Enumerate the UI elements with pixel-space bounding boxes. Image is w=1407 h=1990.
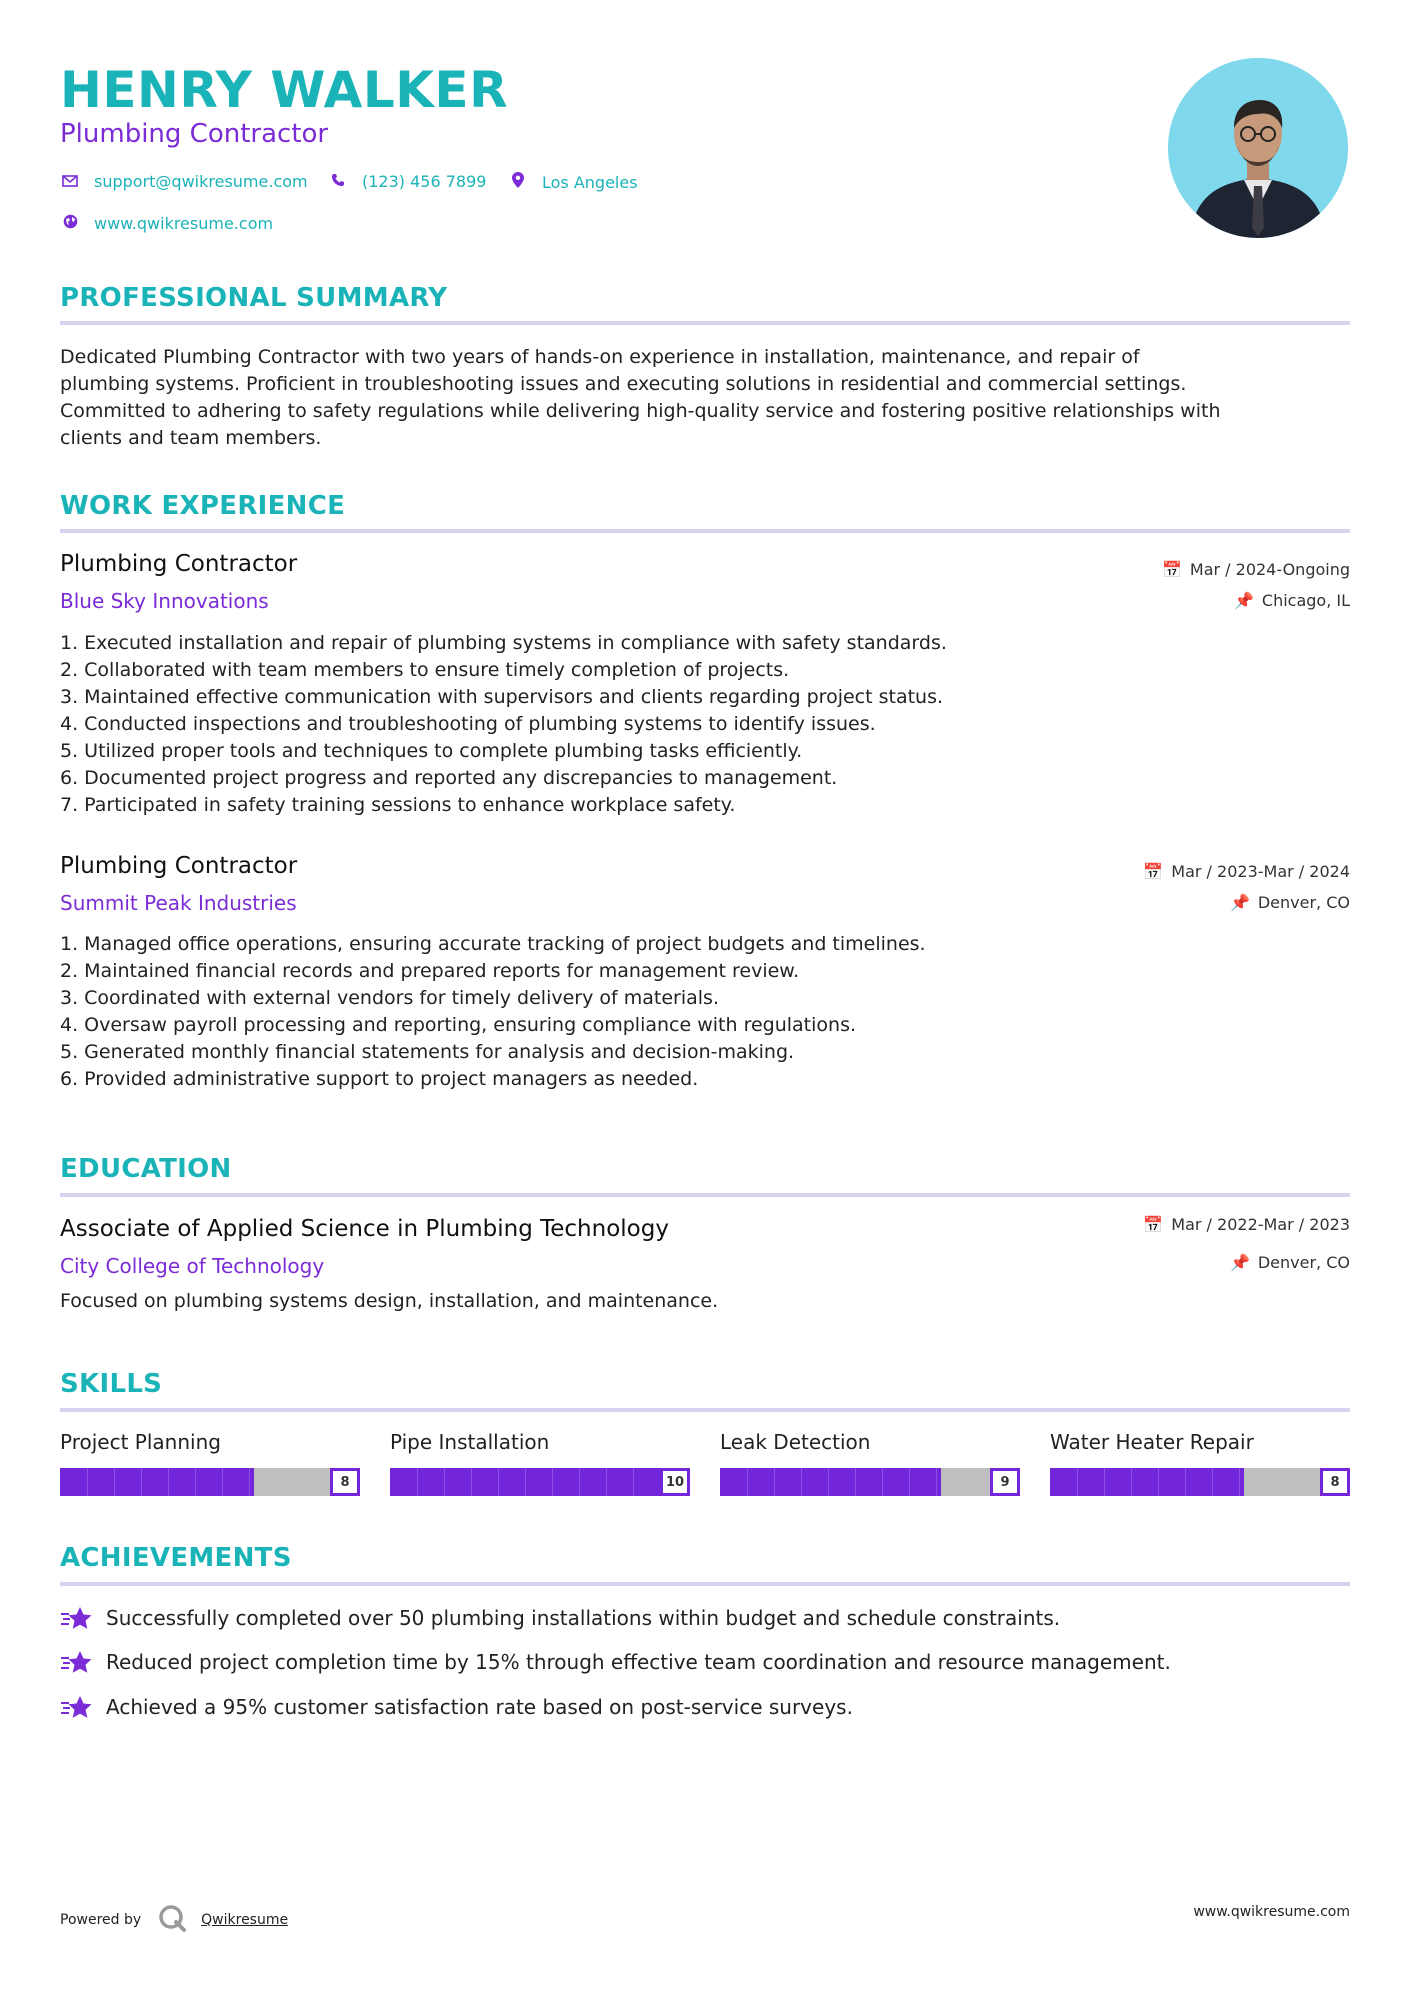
- experience-divider: [60, 529, 1350, 533]
- summary-line: clients and team members.: [60, 427, 322, 449]
- skill-item: [60, 1428, 360, 1496]
- website-text: www.qwikresume.com: [94, 214, 274, 233]
- skill-item: [720, 1428, 1020, 1496]
- list-item: 3. Coordinated with external vendors for timely delivery of materials.: [60, 987, 719, 1009]
- job-dates-text: Mar / 2023-Mar / 2024: [1171, 862, 1350, 881]
- achievement-item: [60, 1693, 853, 1721]
- phone-text: (123) 456 7899: [362, 172, 487, 191]
- location-contact: [508, 172, 638, 192]
- phone-icon: [328, 173, 348, 191]
- summary-line: Committed to adhering to safety regulations while delivering high-quality service and fostering positive relationships with: [60, 400, 1221, 422]
- envelope-icon: [60, 173, 80, 191]
- skill-level-fill: [1050, 1468, 1244, 1496]
- job-dates: [1162, 559, 1350, 581]
- pushpin-icon: 📌: [1229, 1253, 1250, 1272]
- job-responsibilities: [60, 630, 1350, 819]
- candidate-title: Plumbing Contractor: [60, 119, 329, 149]
- skills-divider: [60, 1408, 1350, 1412]
- skill-name: Leak Detection: [720, 1430, 871, 1454]
- powered-by-text: Powered by: [60, 1912, 142, 1928]
- skills-heading: SKILLS: [60, 1369, 163, 1399]
- globe-icon: [60, 214, 80, 233]
- list-item: 5. Utilized proper tools and techniques to complete plumbing tasks efficiently.: [60, 740, 803, 762]
- achievement-item: [60, 1604, 1060, 1632]
- job-dates-text: Mar / 2024-Ongoing: [1189, 560, 1350, 579]
- location-text: Los Angeles: [542, 172, 638, 192]
- skill-name: Pipe Installation: [390, 1430, 550, 1454]
- phone-contact[interactable]: [328, 172, 486, 191]
- skill-level-bar: [390, 1468, 690, 1496]
- job-title: Plumbing Contractor: [60, 853, 298, 879]
- summary-heading: PROFESSIONAL SUMMARY: [60, 283, 448, 313]
- pushpin-icon: 📌: [1229, 893, 1250, 912]
- job-title: Plumbing Contractor: [60, 551, 298, 577]
- list-item: 2. Maintained financial records and prepared reports for management review.: [60, 960, 800, 982]
- achievement-text: Reduced project completion time by 15% through effective team coordination and resource management.: [106, 1650, 1171, 1674]
- star-icon: [60, 1694, 94, 1720]
- skill-level-fill: [390, 1468, 660, 1496]
- list-item: 7. Participated in safety training sessions to enhance workplace safety.: [60, 794, 736, 816]
- degree-title: Associate of Applied Science in Plumbing Technology: [60, 1216, 669, 1242]
- list-item: 6. Provided administrative support to project managers as needed.: [60, 1068, 699, 1090]
- education-description: Focused on plumbing systems design, installation, and maintenance.: [60, 1290, 719, 1312]
- achievement-text: Achieved a 95% customer satisfaction rate based on post-service surveys.: [106, 1695, 853, 1719]
- job-dates: [1143, 861, 1350, 883]
- email-text: support@qwikresume.com: [94, 172, 308, 191]
- skill-name: Water Heater Repair: [1050, 1430, 1254, 1454]
- achievement-item: [60, 1648, 1171, 1676]
- education-dates-text: Mar / 2022-Mar / 2023: [1171, 1215, 1350, 1234]
- footer-branding: [60, 1903, 288, 1937]
- list-item: 4. Conducted inspections and troubleshooting of plumbing systems to identify issues.: [60, 713, 876, 735]
- list-item: 2. Collaborated with team members to ensure timely completion of projects.: [60, 659, 790, 681]
- calendar-icon: 📅: [1143, 1215, 1164, 1234]
- education-location-text: Denver, CO: [1257, 1253, 1350, 1272]
- skill-level-fill: [60, 1468, 254, 1496]
- skill-level-value: 8: [1320, 1468, 1350, 1496]
- education-divider: [60, 1193, 1350, 1197]
- list-item: 6. Documented project progress and reported any discrepancies to management.: [60, 767, 838, 789]
- qwikresume-link[interactable]: Qwikresume: [201, 1912, 289, 1928]
- achievements-heading: ACHIEVEMENTS: [60, 1543, 292, 1573]
- list-item: 1. Managed office operations, ensuring accurate tracking of project budgets and timelines.: [60, 933, 926, 955]
- skill-level-fill: [720, 1468, 941, 1496]
- education-dates: [1143, 1214, 1350, 1236]
- skill-level-bar: [60, 1468, 360, 1496]
- job-location-text: Chicago, IL: [1261, 591, 1350, 610]
- job-company: Blue Sky Innovations: [60, 589, 269, 613]
- skill-level-bar: [720, 1468, 1020, 1496]
- achievement-text: Successfully completed over 50 plumbing installations within budget and schedule constraints.: [106, 1606, 1061, 1630]
- skill-item: [1050, 1428, 1350, 1496]
- skill-level-value: 10: [660, 1468, 690, 1496]
- list-item: 4. Oversaw payroll processing and reporting, ensuring compliance with regulations.: [60, 1014, 857, 1036]
- achievements-divider: [60, 1582, 1350, 1586]
- summary-line: plumbing systems. Proficient in troubleshooting issues and executing solutions in residential and commercial settings.: [60, 373, 1187, 395]
- website-contact[interactable]: [60, 214, 273, 233]
- skill-name: Project Planning: [60, 1430, 221, 1454]
- school-name: City College of Technology: [60, 1254, 325, 1278]
- resume-page: [60, 0, 1350, 1990]
- summary-text: [60, 344, 1350, 452]
- footer-website[interactable]: www.qwikresume.com: [1193, 1904, 1350, 1920]
- list-item: 5. Generated monthly financial statements for analysis and decision-making.: [60, 1041, 795, 1063]
- email-contact[interactable]: [60, 172, 308, 191]
- list-item: 1. Executed installation and repair of plumbing systems in compliance with safety standards.: [60, 632, 947, 654]
- qwikresume-logo-icon: [157, 1903, 187, 1937]
- job-company: Summit Peak Industries: [60, 891, 297, 915]
- star-icon: [60, 1649, 94, 1675]
- calendar-icon: 📅: [1143, 862, 1164, 881]
- summary-divider: [60, 321, 1350, 325]
- list-item: 3. Maintained effective communication with supervisors and clients regarding project status.: [60, 686, 944, 708]
- skill-level-value: 9: [990, 1468, 1020, 1496]
- profile-photo: [1168, 58, 1348, 238]
- education-location: [1230, 1252, 1350, 1274]
- job-location: [1230, 892, 1350, 914]
- job-location-text: Denver, CO: [1257, 893, 1350, 912]
- education-heading: EDUCATION: [60, 1154, 232, 1184]
- job-location: [1234, 590, 1350, 612]
- star-icon: [60, 1605, 94, 1631]
- experience-heading: WORK EXPERIENCE: [60, 491, 346, 521]
- map-pin-icon: [508, 172, 528, 192]
- skill-level-bar: [1050, 1468, 1350, 1496]
- candidate-name: HENRY WALKER: [60, 61, 509, 119]
- pushpin-icon: 📌: [1233, 591, 1254, 610]
- summary-line: Dedicated Plumbing Contractor with two years of hands-on experience in installation, maintenance, and repair of: [60, 346, 1140, 368]
- calendar-icon: 📅: [1161, 560, 1182, 579]
- job-responsibilities: [60, 931, 1350, 1093]
- skill-level-value: 8: [330, 1468, 360, 1496]
- skill-item: [390, 1428, 690, 1496]
